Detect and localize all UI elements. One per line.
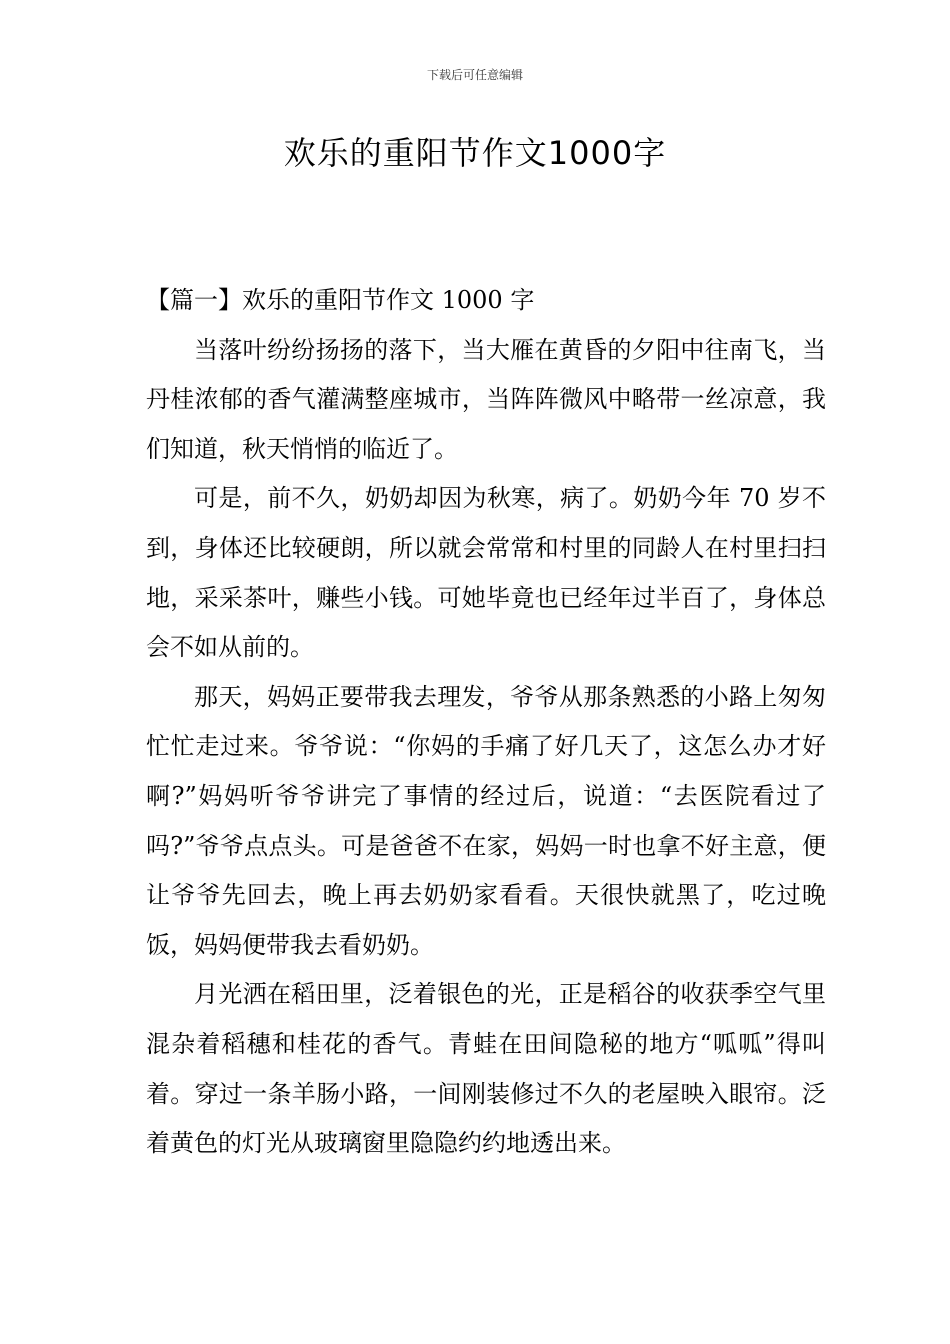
- paragraph-2: 可是，前不久，奶奶却因为秋寒，病了。奶奶今年 70 岁不到，身体还比较硬朗，所以就会常常和村里的同龄人在村里扫扫地，采采茶叶，赚些小钱。可她毕竟也已经年过半百了，身体总会不如从前的。: [146, 484, 826, 662]
- paragraph-4: 月光洒在稻田里，泛着银色的光，正是稻谷的收获季空气里混杂着稻穗和桂花的香气。青蛙在田间隐秘的地方“呱呱”得叫着。穿过一条羊肠小路，一间刚装修过不久的老屋映入眼帘。泛着黄色的灯光从玻璃窗里隐隐约约地透出来。: [146, 980, 826, 1158]
- header-note: 下载后可任意编辑: [426, 68, 523, 82]
- section-heading: 【篇一】欢乐的重阳节作文 1000 字: [146, 286, 535, 314]
- paragraph-3: 那天，妈妈正要带我去理发，爷爷从那条熟悉的小路上匆匆忙忙走过来。爷爷说：“你妈的手痛了好几天了，这怎么办才好啊?”妈妈听爷爷讲完了事情的经过后，说道：“去医院看过了吗?”爷爷点点头。可是爸爸不在家，妈妈一时也拿不好主意，便让爷爷先回去，晚上再去奶奶家看看。天很快就黑了，吃过晚饭，妈妈便带我去看奶奶。: [146, 682, 826, 959]
- document-body: [146, 276, 826, 1169]
- document-title: 欢乐的重阳节作文1000字: [283, 134, 667, 172]
- paragraph-1: 当落叶纷纷扬扬的落下，当大雁在黄昏的夕阳中往南飞，当丹桂浓郁的香气灌满整座城市，当阵阵微风中略带一丝凉意，我们知道，秋天悄悄的临近了。: [146, 335, 826, 463]
